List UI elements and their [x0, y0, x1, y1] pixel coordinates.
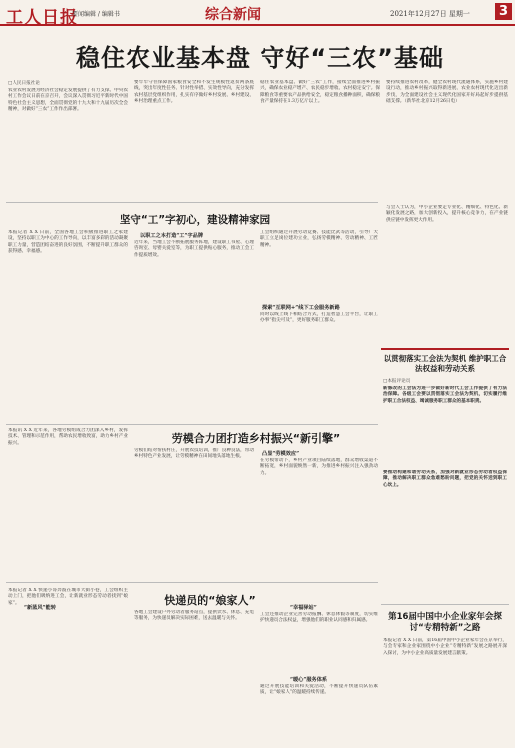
masthead-subtitle: 要闻编辑 / 编辑书 — [72, 11, 120, 18]
lead-column-1: 农业农村发展为经济社会稳定发展提供了有力支撑。中央农村工作会议日前在京召开，会议深入贯彻习近平新时代中国特色社会主义思想，全面贯彻党的十九大和十九届历次全会精神，对做好“三农”工作作出部署。 — [8, 88, 128, 112]
story2-column-2: 近年来，当地工会不断拓展服务阵地，建设职工书屋、心理咨询室、母婴关爱室等，为职工提供贴心服务，推动工会工作提质增效。 — [134, 240, 254, 258]
story2-column-3: 工会组织通过开展劳动竞赛、技能比武等活动，引导广大职工立足岗位建功立业，弘扬劳模精神、劳动精神、工匠精神。 — [260, 230, 378, 248]
commentary-box — [381, 348, 509, 600]
newspaper-logo: 工人日报 — [6, 8, 78, 28]
lead-byline: □人民日报社论 — [8, 81, 40, 86]
issue-date: 2021年12月27日 星期一 — [390, 10, 470, 18]
commentary-title: 以贯彻落实工会法为契机 维护职工合法权益和劳动关系 — [383, 354, 507, 373]
story3-title: 劳模合力团打造乡村振兴“新引擎” — [171, 432, 341, 445]
page-number: 3 — [495, 3, 512, 20]
story5-title: 第16届中国中小企业家年会探讨“专精特新”之路 — [388, 612, 502, 633]
story2-column-4: 同时以线上线下相结合方式，打造智慧工会平台，让职工办事“指尖可及”，更好服务职工群众。 — [260, 312, 378, 324]
right-column-top: 与会人士认为，中小企业要走专业化、精细化、特色化、新颖化发展之路，加大创新投入，提升核心竞争力，在产业链供应链中发挥更大作用。 — [386, 205, 508, 223]
story4-column-3: 工会还推动企业完善劳动报酬、休息休假等制度，切实维护快递员合法权益，增强他们的职业认同感和归属感。 — [260, 612, 378, 624]
story4-column-4: 通过开展技能培训和关爱活动，不断提升快递员队伍素质，让“娘家人”的温暖持续传递。 — [260, 684, 378, 696]
divider — [6, 424, 378, 425]
story2-subhead-1: 以职工之本打造“工”字品牌 — [140, 233, 204, 239]
divider — [6, 202, 378, 203]
story4-subhead-1: “新蓝风”能转 — [24, 605, 56, 611]
story4-column-1: 本报记者 X X 快递小哥奔波在城市大街小巷，工会组织主动上门，把他们吸纳进工会，让新就业形态劳动者找到“娘家”。 — [8, 588, 128, 606]
divider — [381, 604, 509, 605]
lead-column-4: 要持续推进农村改革，健全农村现代流通体系，实施乡村建设行动，推动乡村振兴取得新进展、农业农村现代化迈出新步伐，为全面建设社会主义现代化国家开好局起好步提供基础支撑。（新华社北京12月26日电） — [386, 80, 508, 104]
lead-headline: 稳住农业基本盘 守好“三农”基础 — [76, 44, 444, 72]
story4-title: 快递员的“娘家人” — [164, 594, 256, 607]
commentary-text-2: 要推动构建和谐劳动关系，加强对新就业形态劳动者权益保障，推动解决职工群众急难愁盼问题，把党的关怀送到职工心坎上。 — [383, 470, 507, 488]
commentary-byline: □本报评论员 — [383, 379, 411, 384]
masthead — [0, 0, 515, 26]
story2-title: 坚守“工”字初心，建设精神家园 — [119, 214, 271, 226]
story4-column-2: 各地工会建设户外劳动者服务站点，提供饮水、休息、充电等服务，为快递员解决实际困难，送去温暖与关怀。 — [134, 610, 254, 622]
story4-subhead-3: “暖心”服务体系 — [290, 677, 328, 683]
section-title: 综合新闻 — [205, 7, 261, 23]
lead-column-2: 要牢牢守住保障国家粮食安全和不发生规模性返贫两条底线，突出年度性任务、针对性举措、实效性导向，充分发挥农村基层党组织作用，扎实有序做好乡村发展、乡村建设、乡村治理重点工作。 — [134, 80, 254, 104]
story4-subhead-2: “幸福驿站” — [290, 605, 317, 611]
story3-column-1: 本报讯 X X 近年来，各地劳模组成合力团深入乡村，发挥技术、管理和示范作用，帮助农民增收致富，助力乡村产业振兴。 — [8, 428, 128, 446]
story3-column-2: 劳模们结对帮扶村庄，开展农技培训，推广良种良法，带动乡村特色产业发展，让劳模精神在田间地头落地生根。 — [134, 448, 254, 460]
story3-subhead: 凸显“劳模效应” — [262, 451, 300, 457]
lead-column-3: 稳住农业基本盘、做好“三农”工作，接续全面推进乡村振兴，确保农业稳产增产、农民稳步增收、农村稳定安宁。保障粮食等重要农产品供给安全，稳定粮食播种面积，确保粮食产量保持在1.3万亿斤以上。 — [260, 80, 380, 104]
story3-column-3: 在劳模带动下，乡村产业项目陆续落地，群众增收渠道不断拓宽，乡村面貌焕然一新，为推进乡村振兴注入强劲动力。 — [260, 458, 378, 476]
divider — [6, 582, 378, 583]
story2-column-1: 本报记者 X X 日前，全国各地工会积极推进职工之家建设，坚持以职工为中心的工作导向，以丰富多彩的活动凝聚职工力量，营造团结奋进的良好氛围，不断提升职工群众的获得感、幸福感。 — [8, 230, 128, 254]
story2-subhead-2: 探索“互联网+”线下工会服务新路 — [262, 305, 340, 311]
story5-column: 本报记者 X X 日前，第16届中国中小企业家年会在京举行，与会专家和企业家围绕中小企业“专精特新”发展之路展开深入探讨，为中小企业高质量发展建言献策。 — [383, 638, 507, 656]
commentary-text-1: 新修改的工会法为进一步做好新时代工会工作提供了有力法治保障。各级工会要以贯彻落实工会法为契机，切实履行维护职工合法权益、竭诚服务职工群众的基本职责。 — [383, 386, 507, 404]
